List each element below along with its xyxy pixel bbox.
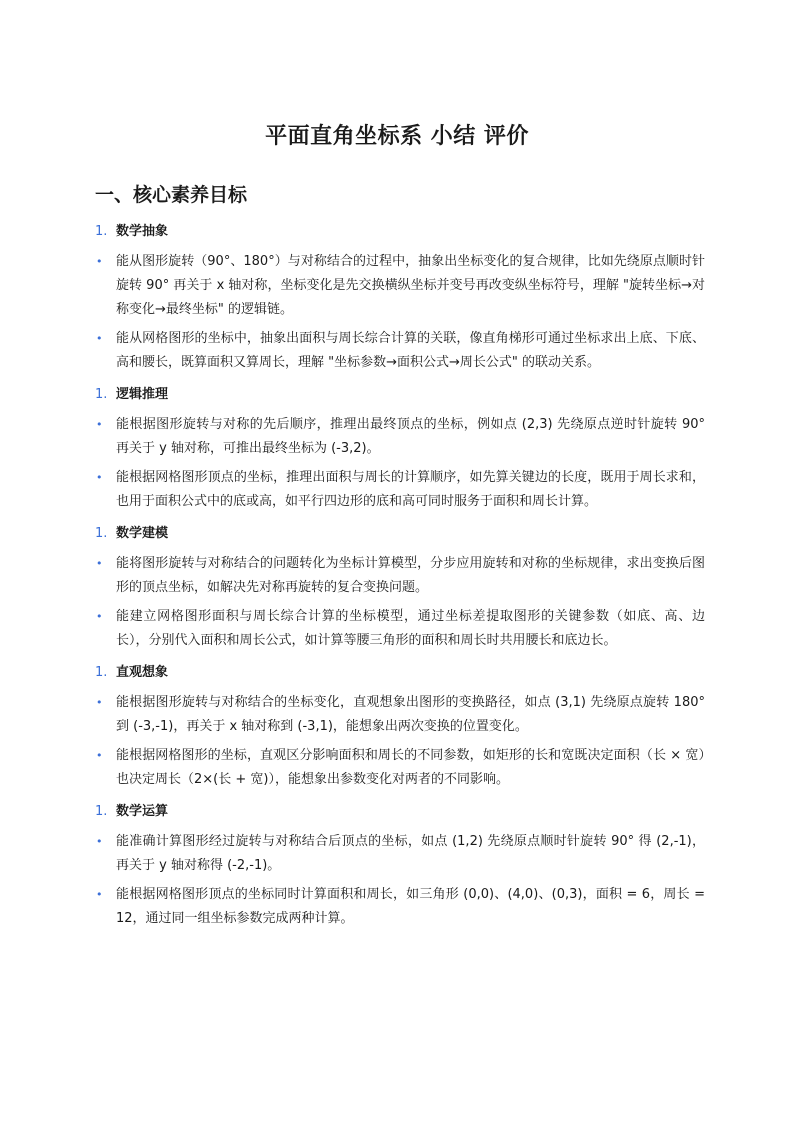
goal-bullets — [95, 691, 705, 792]
page-title: 平面直角坐标系 小结 评价 — [265, 124, 529, 149]
list-item — [95, 327, 705, 375]
goal-group-heading — [95, 220, 705, 244]
goal-bullets — [95, 250, 705, 375]
goal-group-name: 数学运算 — [116, 804, 169, 819]
goal-group-name: 直观想象 — [116, 665, 169, 680]
bullet-icon: • — [96, 255, 103, 268]
bullet-text: 能从网格图形的坐标中，抽象出面积与周长综合计算的关联，像直角梯形可通过坐标求出上底、下底、高和腰长，既算面积又算周长，理解 "坐标参数→面积公式→周长公式" 的联动关系。 — [116, 331, 705, 370]
bullet-text: 能建立网格图形面积与周长综合计算的坐标模型，通过坐标差提取图形的关键参数（如底、高、边长），分别代入面积和周长公式，如计算等腰三角形的面积和周长时共用腰长和底边长。 — [116, 609, 705, 648]
bullet-icon: • — [96, 332, 103, 345]
bullet-text: 能准确计算图形经过旋转与对称结合后顶点的坐标，如点 (1,2) 先绕原点顺时针旋转 90° 得 (2,-1)，再关于 y 轴对称得 (-2,-1)。 — [116, 834, 705, 873]
bullet-text: 能根据图形旋转与对称结合的坐标变化，直观想象出图形的变换路径，如点 (3,1) 先绕原点旋转 180° 到 (-3,-1)，再关于 x 轴对称到 (-3,1)，能想象出两次变换的位置变化。 — [116, 695, 705, 734]
list-number: 1. — [95, 665, 108, 680]
bullet-text: 能根据网格图形顶点的坐标同时计算面积和周长，如三角形 (0,0)、(4,0)、(0,3)，面积 = 6，周长 = 12，通过同一组坐标参数完成两种计算。 — [116, 887, 705, 926]
bullet-icon: • — [96, 610, 103, 623]
bullet-text: 能从图形旋转（90°、180°）与对称结合的过程中，抽象出坐标变化的复合规律，比如先绕原点顺时针旋转 90° 再关于 x 轴对称，坐标变化是先交换横纵坐标并变号再改变纵坐标符号，理解 "旋转坐标→对称变化→最终坐标" 的逻辑链。 — [116, 254, 705, 317]
list-item — [95, 413, 705, 461]
bullet-icon: • — [96, 888, 103, 901]
bullet-icon: • — [96, 749, 103, 762]
list-item — [95, 250, 705, 322]
goal-bullets — [95, 552, 705, 653]
list-item — [95, 691, 705, 739]
bullet-text: 能根据网格图形顶点的坐标，推理出面积与周长的计算顺序，如先算关键边的长度，既用于周长求和，也用于面积公式中的底或高，如平行四边形的底和高可同时服务于面积和周长计算。 — [116, 470, 705, 509]
bullet-icon: • — [96, 418, 103, 431]
bullet-icon: • — [96, 557, 103, 570]
bullet-text: 能根据网格图形的坐标，直观区分影响面积和周长的不同参数，如矩形的长和宽既决定面积（长 × 宽）也决定周长（2×(长 + 宽)），能想象出参数变化对两者的不同影响。 — [116, 748, 705, 787]
goal-group-heading — [95, 522, 705, 546]
list-number: 1. — [95, 387, 108, 402]
list-number: 1. — [95, 804, 108, 819]
list-item — [95, 883, 705, 931]
goal-group-heading — [95, 661, 705, 685]
list-item — [95, 744, 705, 792]
goal-group-heading — [95, 383, 705, 407]
list-item — [95, 830, 705, 878]
list-item — [95, 605, 705, 653]
list-item — [95, 552, 705, 600]
goal-group-name: 逻辑推理 — [116, 387, 169, 402]
bullet-text: 能根据图形旋转与对称的先后顺序，推理出最终顶点的坐标，例如点 (2,3) 先绕原点逆时针旋转 90° 再关于 y 轴对称，可推出最终坐标为 (-3,2)。 — [116, 417, 705, 456]
list-number: 1. — [95, 224, 108, 239]
goal-bullets — [95, 413, 705, 514]
section-heading: 一、核心素养目标 — [95, 184, 248, 206]
bullet-icon: • — [96, 471, 103, 484]
bullet-icon: • — [96, 835, 103, 848]
bullet-icon: • — [96, 696, 103, 709]
list-number: 1. — [95, 526, 108, 541]
goal-bullets — [95, 830, 705, 931]
bullet-text: 能将图形旋转与对称结合的问题转化为坐标计算模型，分步应用旋转和对称的坐标规律，求出变换后图形的顶点坐标，如解决先对称再旋转的复合变换问题。 — [116, 556, 705, 595]
goals-list — [95, 220, 705, 939]
goal-group-heading — [95, 800, 705, 824]
list-item — [95, 466, 705, 514]
goal-group-name: 数学抽象 — [116, 224, 169, 239]
goal-group-name: 数学建模 — [116, 526, 169, 541]
